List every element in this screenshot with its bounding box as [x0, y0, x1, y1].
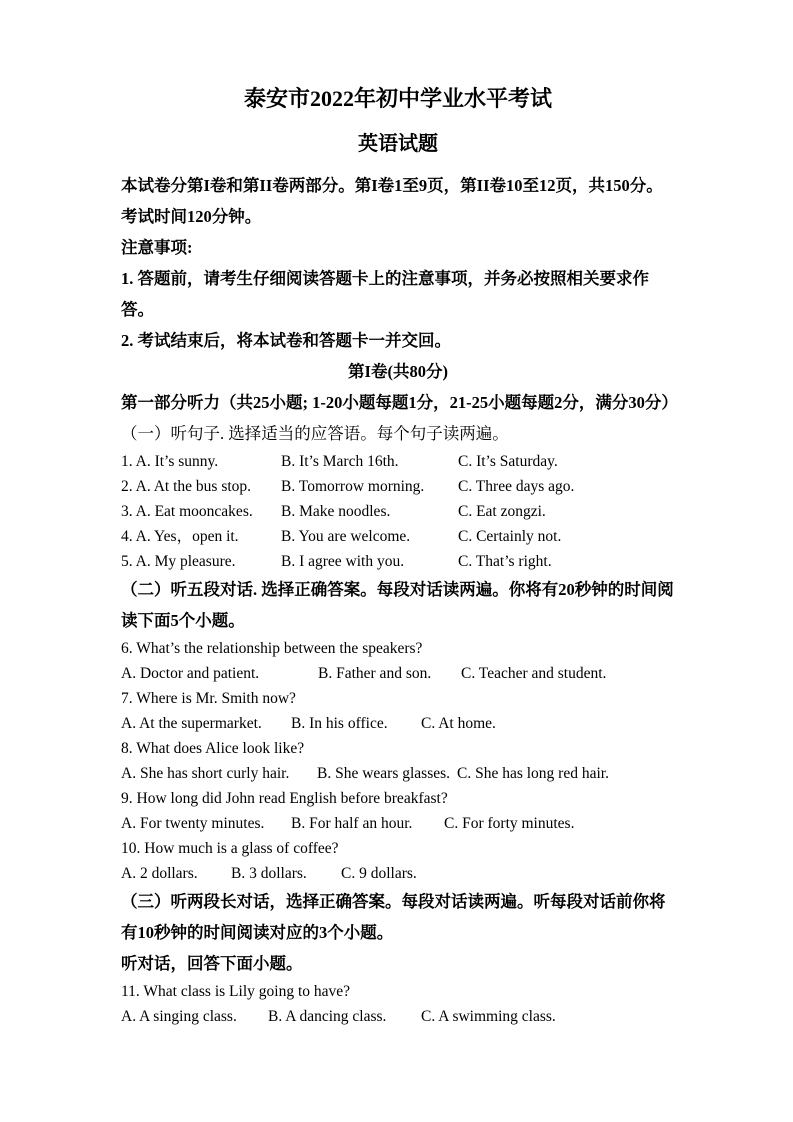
- note-item-1: 1. 答题前，请考生仔细阅读答题卡上的注意事项，并务必按照相关要求作答。: [121, 269, 649, 319]
- option-a: 4. A. Yes，open it.: [121, 528, 239, 545]
- volume1-heading: 第I卷(共80分): [348, 362, 448, 381]
- option-c: C. Teacher and student.: [461, 665, 607, 682]
- option-c: C. It’s Saturday.: [458, 453, 558, 470]
- option-c: C. She has long red hair.: [457, 765, 609, 782]
- question-9-options: [121, 811, 675, 836]
- option-a: A. A singing class.: [121, 1008, 237, 1025]
- question-6-options: [121, 661, 675, 686]
- option-b: B. In his office.: [291, 715, 388, 732]
- option-b: B. A dancing class.: [268, 1008, 387, 1025]
- option-a: A. She has short curly hair.: [121, 765, 290, 782]
- question-7-options: [121, 711, 675, 736]
- option-b: B. She wears glasses.: [317, 765, 451, 782]
- option-a: A. At the supermarket.: [121, 715, 262, 732]
- option-a: A. 2 dollars.: [121, 865, 198, 882]
- option-b: B. 3 dollars.: [231, 865, 307, 882]
- option-a: A. For twenty minutes.: [121, 815, 265, 832]
- section3-subheading: 听对话，回答下面小题。: [121, 954, 303, 973]
- notes-heading: 注意事项:: [121, 238, 193, 257]
- option-b: B. For half an hour.: [291, 815, 413, 832]
- option-a: 5. A. My pleasure.: [121, 553, 236, 570]
- option-b: B. Father and son.: [318, 665, 432, 682]
- question-5-options: [121, 549, 675, 574]
- option-b: B. It’s March 16th.: [281, 453, 399, 470]
- question-10-options: [121, 861, 675, 886]
- section3-heading: （三）听两段长对话，选择正确答案。每段对话读两遍。听每段对话前你将有10秒钟的时间阅读对应的3个小题。: [121, 892, 666, 942]
- exam-title: 泰安市2022年初中学业水平考试: [243, 86, 552, 111]
- section2-heading: （二）听五段对话. 选择正确答案。每段对话读两遍。你将有20秒钟的时间阅读下面5个小题。: [121, 580, 674, 630]
- option-a: 1. A. It’s sunny.: [121, 453, 219, 470]
- option-b: B. Make noodles.: [281, 503, 391, 520]
- option-a: 2. A. At the bus stop.: [121, 478, 252, 495]
- question-9-text: 9. How long did John read English before breakfast?: [121, 790, 448, 807]
- option-c: C. Three days ago.: [458, 478, 575, 495]
- option-a: A. Doctor and patient.: [121, 665, 260, 682]
- option-b: B. You are welcome.: [281, 528, 411, 545]
- section1-heading: （一）听句子. 选择适当的应答语。每个句子读两遍。: [121, 424, 509, 443]
- question-8-text: 8. What does Alice look like?: [121, 740, 305, 757]
- question-1-options: [121, 449, 675, 474]
- option-b: B. I agree with you.: [281, 553, 405, 570]
- option-a: 3. A. Eat mooncakes.: [121, 503, 253, 520]
- intro-paragraph: 本试卷分第I卷和第II卷两部分。第I卷1至9页，第II卷10至12页，共150分。考试时间120分钟。: [121, 176, 663, 226]
- option-c: C. For forty minutes.: [444, 815, 575, 832]
- question-6-text: 6. What’s the relationship between the speakers?: [121, 640, 423, 657]
- question-2-options: [121, 474, 675, 499]
- question-7-text: 7. Where is Mr. Smith now?: [121, 690, 296, 707]
- question-11-text: 11. What class is Lily going to have?: [121, 983, 351, 1000]
- question-11-options: [121, 1004, 675, 1029]
- option-c: C. That’s right.: [458, 553, 552, 570]
- question-4-options: [121, 524, 675, 549]
- option-c: C. A swimming class.: [421, 1008, 556, 1025]
- option-c: C. Certainly not.: [458, 528, 562, 545]
- option-b: B. Tomorrow morning.: [281, 478, 425, 495]
- note-item-2: 2. 考试结束后，将本试卷和答题卡一并交回。: [121, 331, 451, 350]
- option-c: C. 9 dollars.: [341, 865, 417, 882]
- question-3-options: [121, 499, 675, 524]
- option-c: C. Eat zongzi.: [458, 503, 546, 520]
- exam-subtitle: 英语试题: [358, 133, 438, 155]
- question-8-options: [121, 761, 675, 786]
- option-c: C. At home.: [421, 715, 496, 732]
- listening-part-heading: 第一部分听力（共25小题; 1-20小题每题1分，21-25小题每题2分，满分30分）: [121, 393, 678, 412]
- question-10-text: 10. How much is a glass of coffee?: [121, 840, 339, 857]
